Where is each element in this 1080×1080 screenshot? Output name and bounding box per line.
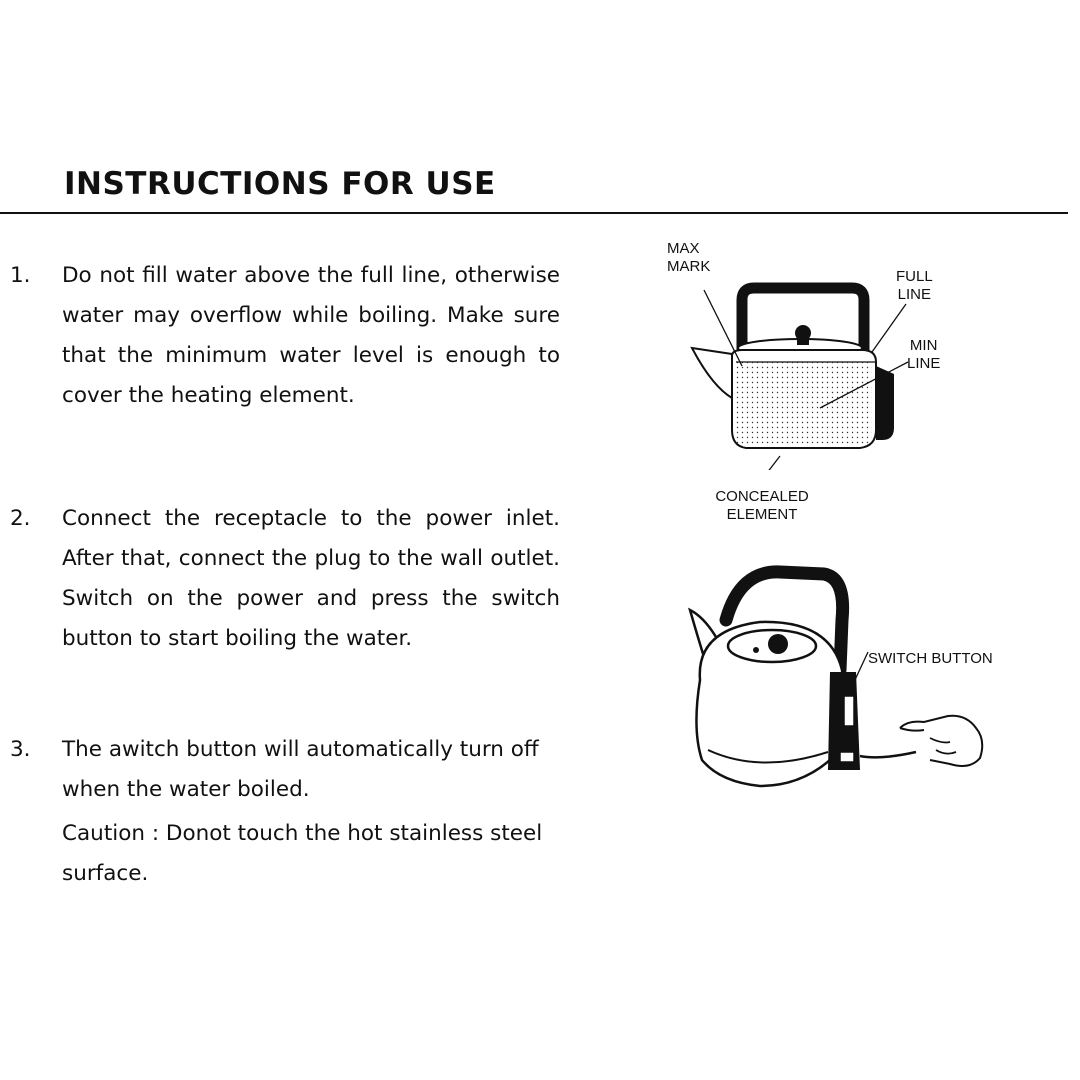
switch-button-shape <box>844 696 854 726</box>
step-paragraph: The awitch button will automatically turn off when the water boiled. <box>62 737 539 802</box>
step-paragraph: Do not fill water above the full line, otherwise water may overflow while boiling. Make sure that the minimum water level is enough to cover the heating element. <box>62 263 560 408</box>
full-line-label-line1: FULL <box>896 268 933 285</box>
title-divider <box>0 212 1068 214</box>
hand-shape <box>900 716 982 766</box>
full-line-label <box>896 268 933 304</box>
concealed-element-label <box>703 488 821 524</box>
step-number: 3. <box>10 737 31 762</box>
max-mark-label <box>667 240 710 276</box>
min-line-label <box>907 337 940 373</box>
step-paragraph: Connect the receptacle to the power inlet. After that, connect the plug to the wall outlet. Switch on the power and press the switch button to start boiling the water. <box>62 506 560 651</box>
water-dots-area <box>736 362 872 444</box>
kettle-knob-shape <box>795 325 811 341</box>
min-line-label-line1: MIN <box>909 337 938 354</box>
page-title: INSTRUCTIONS FOR USE <box>64 166 496 202</box>
max-mark-label-line2: MARK <box>667 258 711 275</box>
min-line-label-line2: LINE <box>907 355 941 372</box>
max-mark-label-line1: MAX <box>667 240 700 257</box>
kettle-knob-shape <box>768 634 788 654</box>
concealed-label-line1: CONCEALED <box>715 488 809 505</box>
full-line-label-line2: LINE <box>897 286 932 303</box>
concealed-label-line2: ELEMENT <box>726 506 798 523</box>
step-number: 1. <box>10 263 31 288</box>
step-body <box>62 499 560 659</box>
switch-button-label: SWITCH BUTTON <box>868 650 993 667</box>
step-body <box>62 256 560 416</box>
kettle-cutaway-diagram <box>680 270 920 470</box>
step-body <box>62 730 560 894</box>
kettle-spout-shape <box>692 348 732 398</box>
power-cord-shape <box>860 752 916 757</box>
caution-paragraph: Caution : Donot touch the hot stainless steel surface. <box>62 821 543 886</box>
step-number: 2. <box>10 506 31 531</box>
kettle-switch-diagram <box>680 560 1000 800</box>
